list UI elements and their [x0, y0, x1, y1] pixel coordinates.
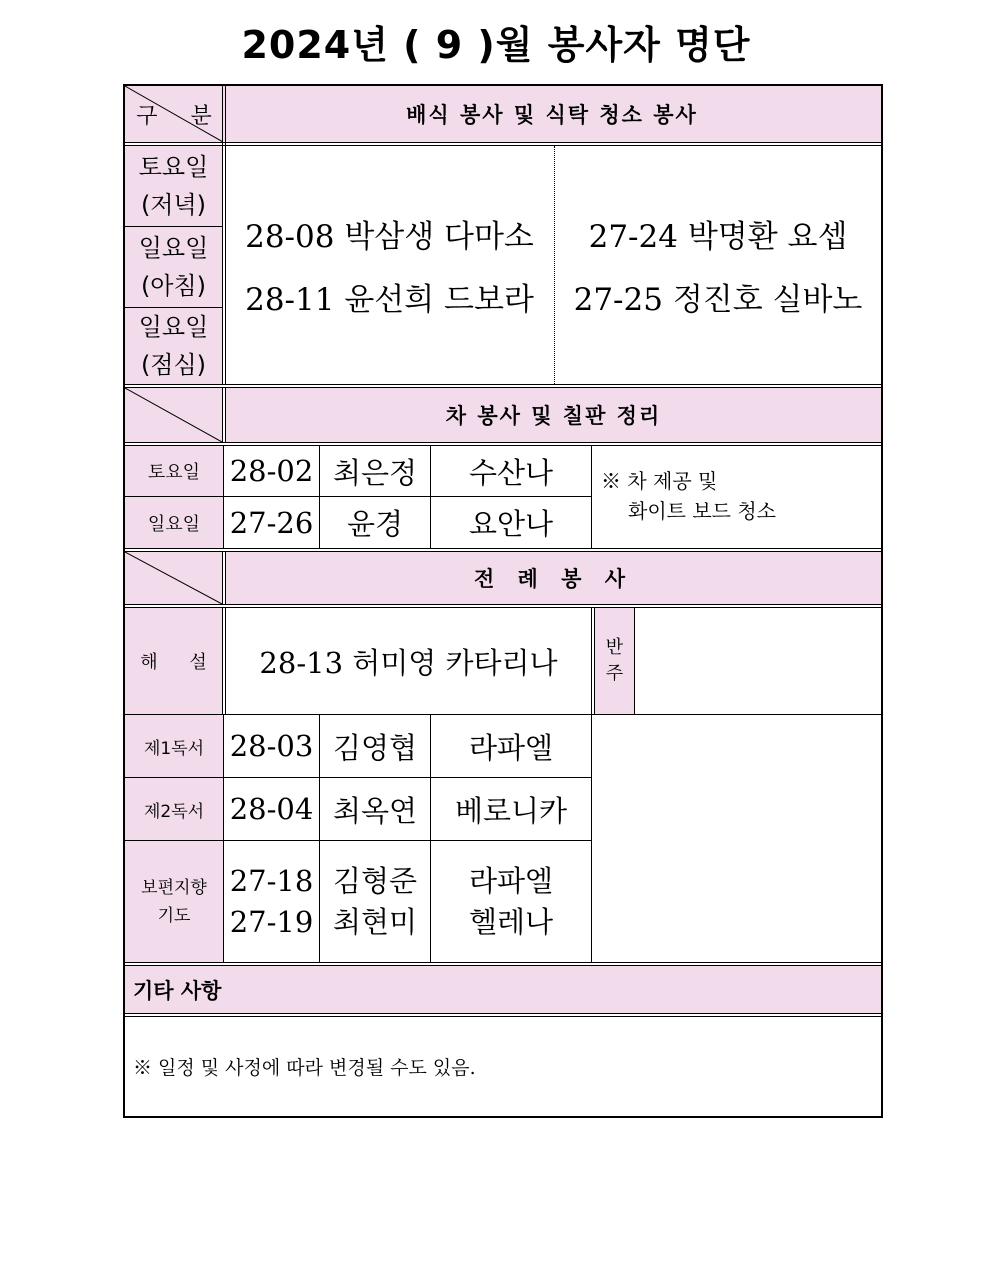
tea-name: 윤경 — [346, 507, 404, 541]
section2-header: 차 봉사 및 칠판 정리 — [226, 388, 881, 442]
section3-header: 전 례 봉 사 — [226, 552, 881, 604]
serving-group-a — [226, 146, 553, 384]
reading1-baptism: 라파엘 — [468, 730, 554, 765]
tea-day-saturday: 토요일 — [125, 446, 223, 496]
serving-b-line2: 27-25 정진호 실바노 — [573, 282, 863, 318]
corner-diagonal — [125, 388, 222, 442]
serving-b-line1: 27-24 박명환 요셉 — [588, 219, 848, 255]
section1-header: 배식 봉사 및 식탁 청소 봉사 — [223, 86, 881, 142]
corner-cell — [125, 86, 223, 142]
day-sunday-lunch: 일요일 (점심) — [125, 308, 222, 384]
reading1-code: 28-03 — [229, 729, 314, 763]
reading2-label: 제2독서 — [125, 778, 223, 840]
tea-baptism: 요안나 — [468, 507, 554, 541]
section4-note: ※ 일정 및 사정에 따라 변경될 수도 있음. — [133, 1057, 476, 1079]
prayer-names: 김형준 최현미 — [332, 863, 418, 939]
prayer-codes: 27-18 27-19 — [229, 863, 314, 939]
section2-corner — [125, 388, 222, 442]
accompaniment-value — [635, 608, 881, 714]
corner-diagonal — [125, 552, 222, 604]
tea-note-line2: 화이트 보드 청소 — [628, 499, 776, 523]
serving-a-line1: 28-08 박삼생 다마소 — [245, 219, 534, 255]
day-saturday-evening: 토요일 (저녁) — [125, 146, 222, 226]
tea-day-sunday: 일요일 — [125, 497, 223, 548]
reading1-label: 제1독서 — [125, 715, 223, 777]
tea-name: 최은정 — [332, 455, 418, 490]
serving-a-line2: 28-11 윤선희 드보라 — [245, 282, 534, 318]
accompaniment-label: 반 주 — [595, 608, 634, 714]
prayer-baptisms: 라파엘 헬레나 — [468, 863, 554, 939]
section3-corner — [125, 552, 222, 604]
volunteer-roster-table — [123, 84, 883, 1118]
section4-header: 기타 사항 — [125, 966, 881, 1013]
tea-code: 28-02 — [229, 454, 314, 488]
commentary-value: 28-13 허미영 카타리나 — [259, 645, 558, 680]
tea-note — [601, 466, 881, 536]
corner-label: 구 분 — [136, 103, 212, 129]
reading2-code: 28-04 — [229, 792, 314, 826]
day-sunday-morning: 일요일 (아침) — [125, 227, 222, 307]
reading2-name: 최옥연 — [332, 793, 418, 828]
tea-code: 27-26 — [229, 505, 314, 540]
commentary-label: 해 설 — [125, 608, 222, 714]
serving-group-b — [555, 146, 881, 384]
prayer-label: 보편지향 기도 — [125, 841, 223, 962]
reading1-name: 김영협 — [332, 730, 418, 765]
tea-baptism: 수산나 — [468, 455, 554, 490]
page-title: 2024년 ( 9 )월 봉사자 명단 — [241, 23, 751, 67]
tea-note-line1: ※ 차 제공 및 — [601, 469, 718, 493]
reading2-baptism: 베로니카 — [454, 793, 568, 828]
